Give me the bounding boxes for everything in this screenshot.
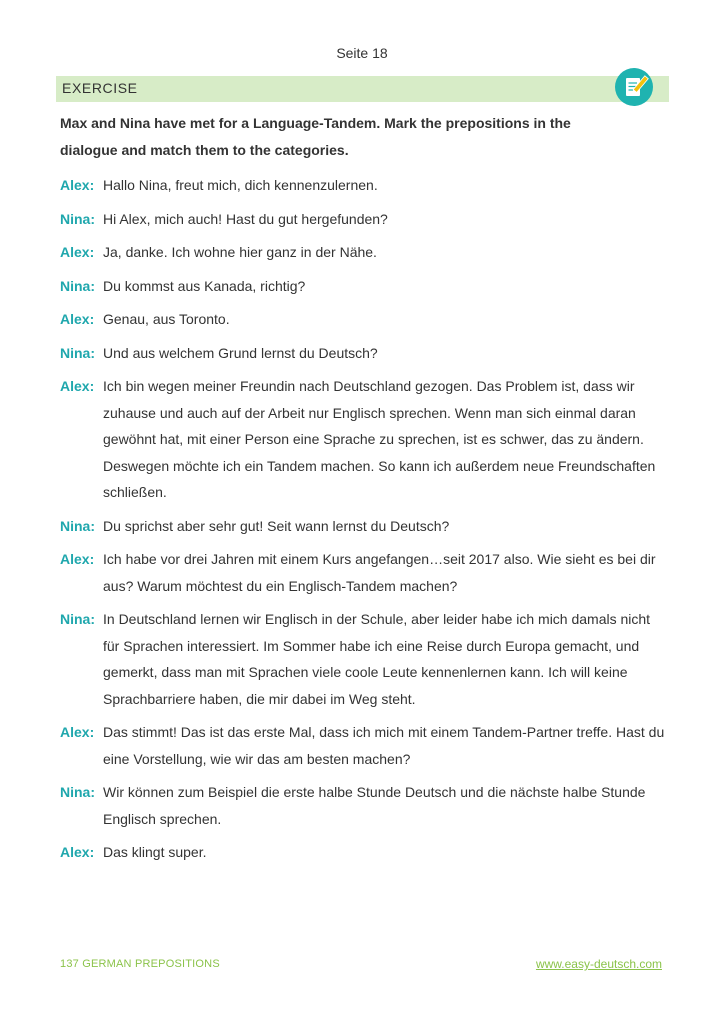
speaker-name: Alex: [60,378,95,394]
utterance: Wir können zum Beispiel die erste halbe Stunde Deutsch und die nächste halbe Stunde Englisch sprechen. [103,784,646,827]
dialogue-line [60,273,670,300]
speaker-name: Nina: [60,784,95,800]
dialogue-line [60,839,670,866]
speaker-name: Nina: [60,210,95,227]
utterance: Das klingt super. [103,844,207,860]
speaker-name: Alex: [60,244,95,260]
speaker-name: Alex: [60,311,95,327]
utterance: Das stimmt! Das ist das erste Mal, dass ich mich mit einem Tandem-Partner treffe. Hast du eine Vorstellung, wie wir das am besten machen? [103,724,665,767]
utterance: Hi Alex, mich auch! Hast du gut hergefunden? [103,210,388,227]
speaker-name: Alex: [60,551,95,567]
dialogue-line [60,719,670,772]
speaker-name: Alex: [60,177,95,193]
dialogue [60,172,670,873]
dialogue-line [60,513,670,540]
utterance: Hallo Nina, freut mich, dich kennenzulernen. [103,177,378,193]
dialogue-line [60,340,670,367]
dialogue-line [60,779,670,832]
utterance: In Deutschland lernen wir Englisch in der Schule, aber leider habe ich mich damals nicht für Sprachen interessiert. Im Sommer habe ich eine Reise durch Europa gemacht, und gemerkt, dass man mit Sprachen viele coole Leute kennenlernen kann. Ich will keine Sprachbarriere haben, die mir dabei im Weg steht. [103,611,651,707]
speaker-name: Alex: [60,724,95,740]
utterance: Ich bin wegen meiner Freundin nach Deutschland gezogen. Das Problem ist, dass wir zuhause und auch auf der Arbeit nur Englisch sprechen. Wenn man sich einmal daran gewöhnt hat, mit einer Person eine Sprache zu sprechen, ist es schwer, das zu ändern. Deswegen möchte ich ein Tandem machen. So kann ich außerdem neue Freundschaften schließen. [103,378,656,500]
pencil-paper-icon [615,68,653,106]
exercise-header [56,76,669,102]
dialogue-line [60,306,670,333]
footer-website-link[interactable]: www.easy-deutsch.com [535,957,662,971]
dialogue-line [60,546,670,599]
speaker-name: Nina: [60,611,95,627]
dialogue-line [60,373,670,506]
dialogue-line [60,239,670,266]
utterance: Ich habe vor drei Jahren mit einem Kurs angefangen…seit 2017 also. Wie sieht es bei dir aus? Warum möchtest du ein Englisch-Tandem machen? [103,551,656,594]
speaker-name: Alex: [60,844,95,860]
speaker-name: Nina: [60,277,95,294]
utterance: Genau, aus Toronto. [103,311,230,327]
footer-book-title: 137 GERMAN PREPOSITIONS [60,958,220,970]
exercise-instruction: Max and Nina have met for a Language-Tandem. Mark the prepositions in the dialogue and match them to the categories. [60,115,571,158]
utterance: Ja, danke. Ich wohne hier ganz in der Nähe. [103,244,377,260]
speaker-name: Nina: [60,517,95,534]
dialogue-line [60,206,670,233]
exercise-label: EXERCISE [62,80,138,96]
utterance: Und aus welchem Grund lernst du Deutsch? [103,344,378,361]
dialogue-line [60,172,670,199]
dialogue-line [60,606,670,712]
utterance: Du kommst aus Kanada, richtig? [103,277,306,294]
utterance: Du sprichst aber sehr gut! Seit wann lernst du Deutsch? [103,517,450,534]
speaker-name: Nina: [60,344,95,361]
page-number: Seite 18 [336,45,388,61]
